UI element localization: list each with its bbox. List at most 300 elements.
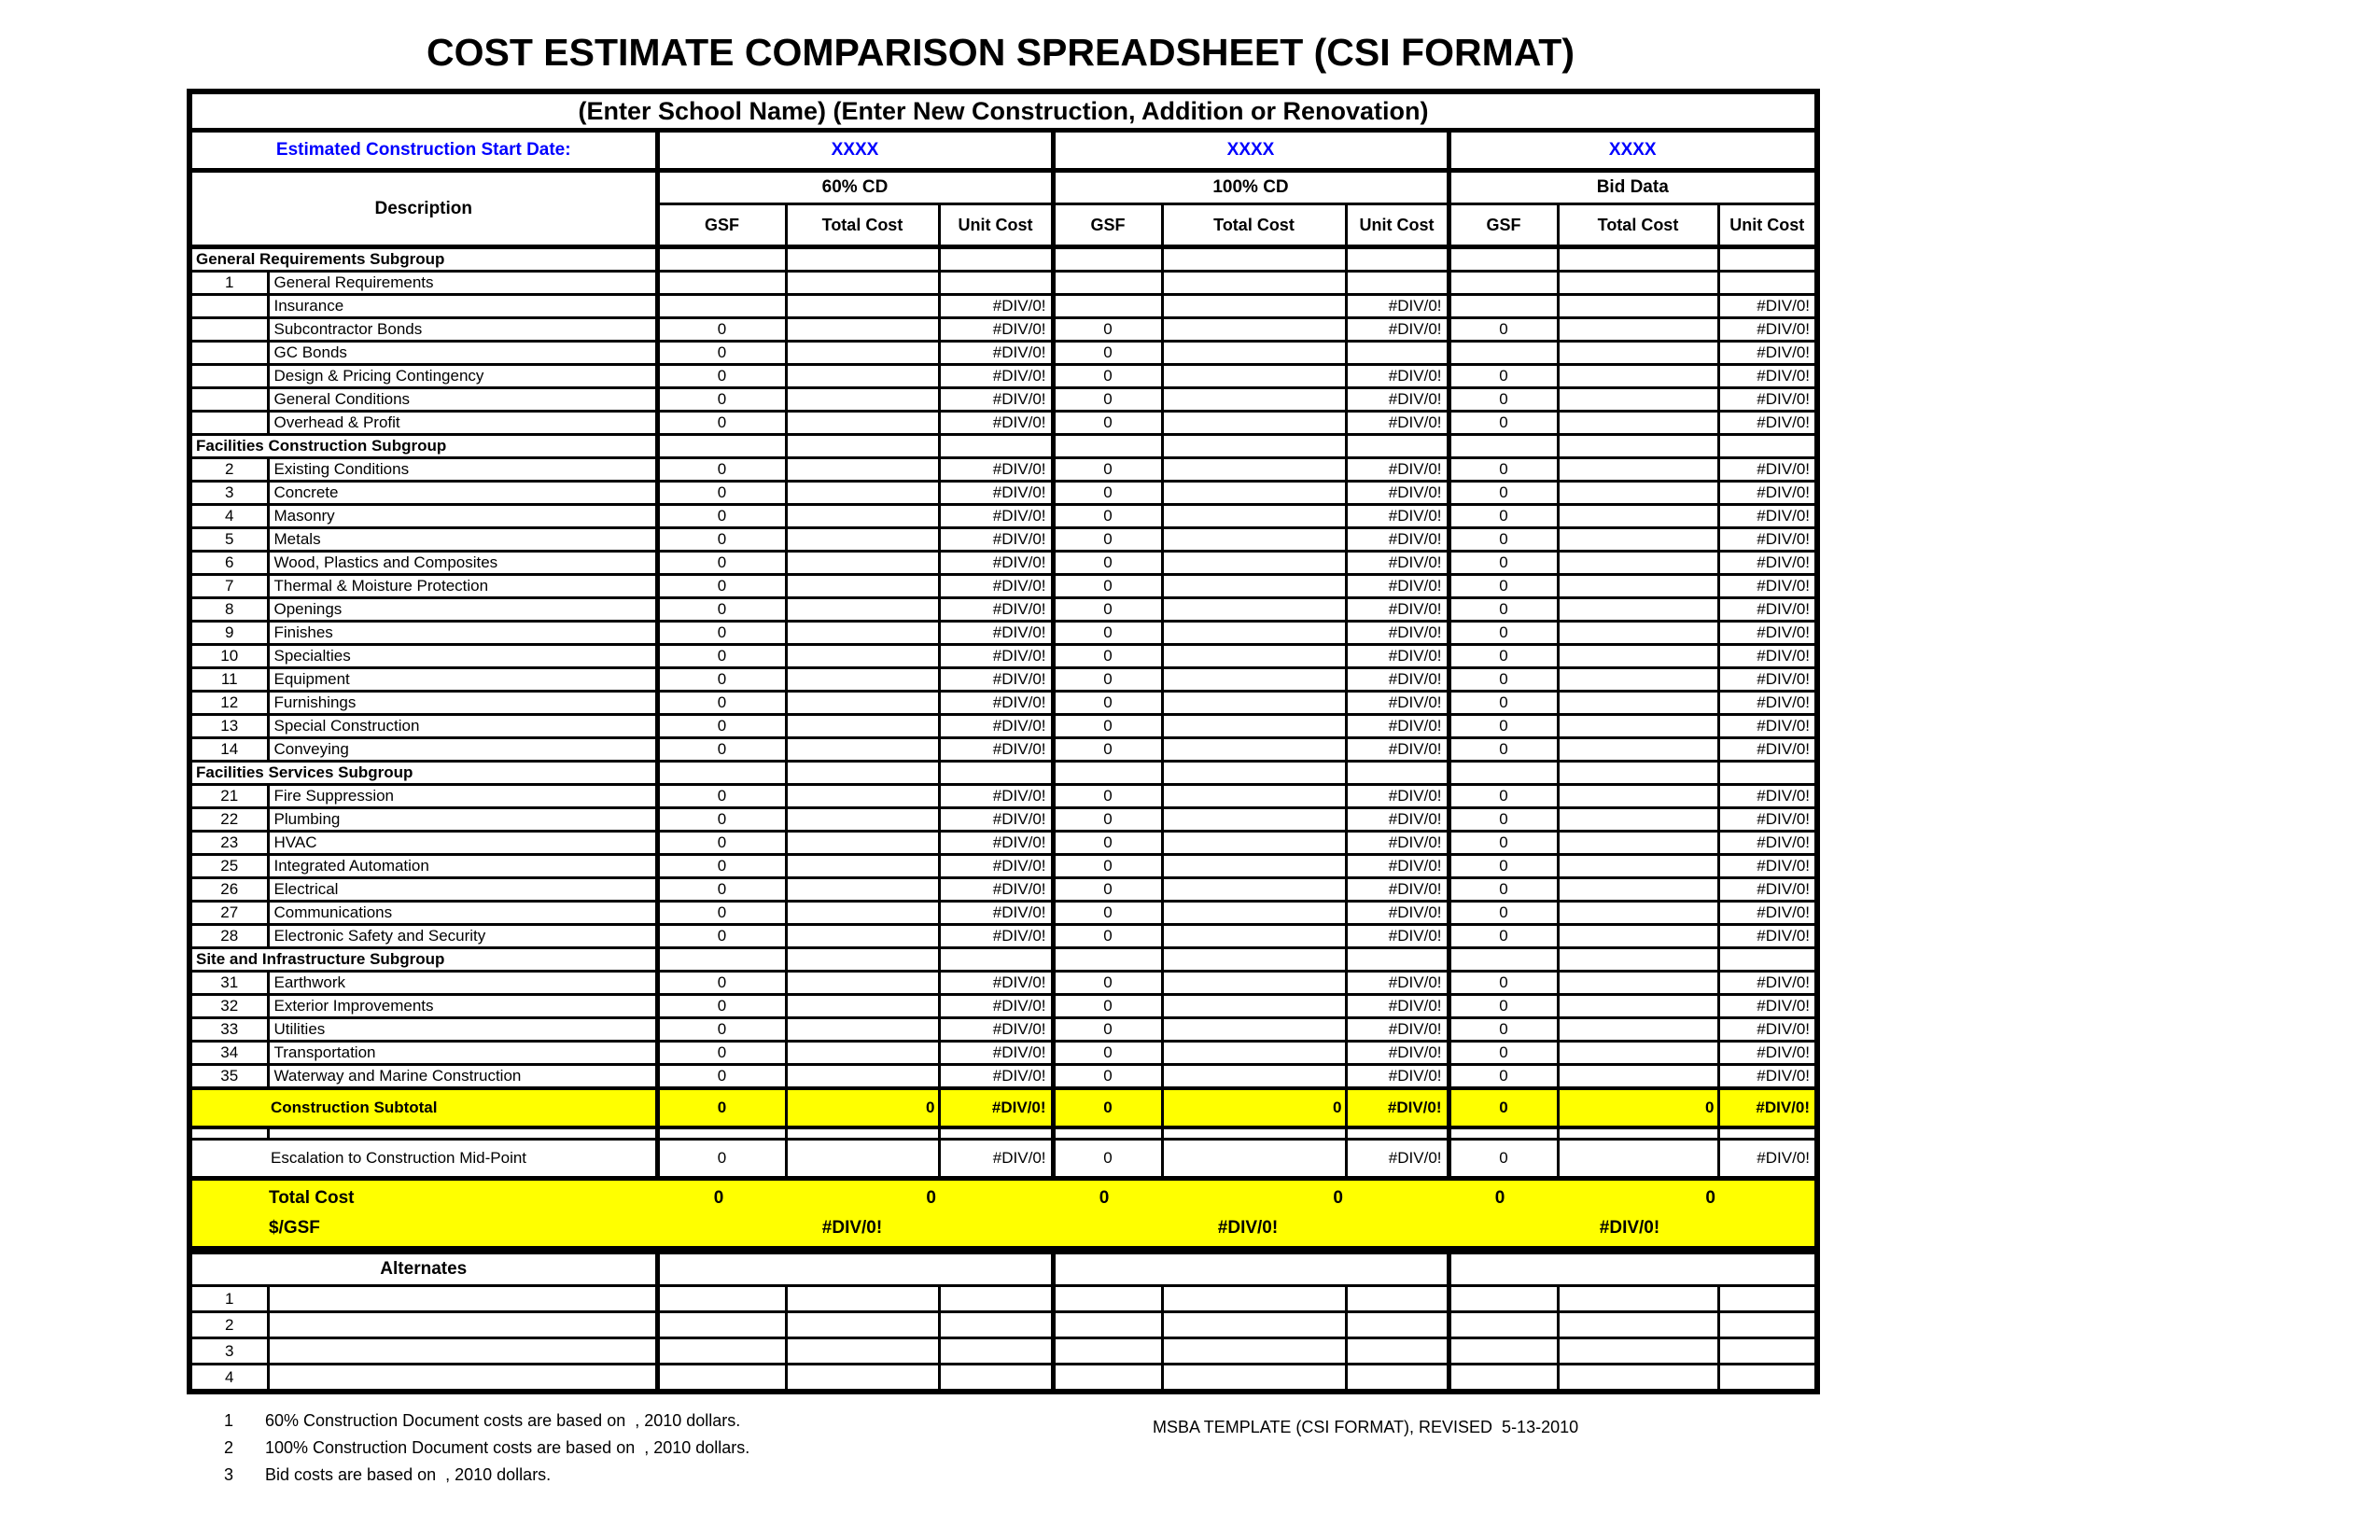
cell-unit-cost: #DIV/0! xyxy=(1346,1018,1449,1042)
cell-gsf xyxy=(1053,948,1162,972)
cell-gsf xyxy=(1053,1338,1162,1365)
cell-unit-cost: #DIV/0! xyxy=(1718,972,1817,995)
cell-total-cost xyxy=(1558,668,1718,692)
cell-unit-cost: #DIV/0! xyxy=(939,598,1053,622)
cell-total-cost xyxy=(786,1018,939,1042)
cell-gsf: 0 xyxy=(1449,388,1558,412)
cell-gsf xyxy=(657,1286,786,1312)
footnote xyxy=(213,1438,749,1465)
cell-gsf xyxy=(657,435,786,458)
cell-unit-cost: #DIV/0! xyxy=(1718,598,1817,622)
cell-total-cost xyxy=(786,342,939,365)
cell-unit-cost: #DIV/0! xyxy=(1346,598,1449,622)
cell-gsf: 0 xyxy=(1053,365,1162,388)
cell-total-cost xyxy=(1558,645,1718,668)
cell-total-cost xyxy=(1162,668,1346,692)
cell-gsf xyxy=(1449,342,1558,365)
row-description: Finishes xyxy=(268,622,657,645)
cell-gsf: 0 xyxy=(657,552,786,575)
cell-unit-cost: #DIV/0! xyxy=(1346,925,1449,948)
row-description: Communications xyxy=(268,902,657,925)
group-label-bid-data: Bid Data xyxy=(1449,171,1817,204)
cell-unit-cost: #DIV/0! xyxy=(939,1140,1053,1179)
cell-gsf: 0 xyxy=(1449,598,1558,622)
row-number xyxy=(189,412,268,435)
cell-total-cost xyxy=(1162,598,1346,622)
cell-unit-cost xyxy=(939,1312,1053,1338)
cell-total-cost xyxy=(786,1312,939,1338)
cell-total-cost xyxy=(786,388,939,412)
item-row xyxy=(189,598,1817,622)
footnote-number: 2 xyxy=(223,1438,233,1457)
cell-unit-cost xyxy=(1718,1286,1817,1312)
cell-unit-cost: #DIV/0! xyxy=(1346,995,1449,1018)
colhdr-gsf: GSF xyxy=(1449,204,1558,247)
cell-total-cost xyxy=(1162,552,1346,575)
cell-total-cost xyxy=(1162,528,1346,552)
cell-total-cost xyxy=(1558,1042,1718,1065)
cell-unit-cost xyxy=(1718,1338,1817,1365)
cell-total-cost xyxy=(1558,318,1718,342)
cell-total-cost xyxy=(786,808,939,832)
cell-gsf: 0 xyxy=(657,668,786,692)
cell-gsf: 0 xyxy=(657,622,786,645)
row-description: Thermal & Moisture Protection xyxy=(268,575,657,598)
row-number: 23 xyxy=(189,832,268,855)
cell-unit-cost xyxy=(1346,247,1449,272)
row-number: 28 xyxy=(189,925,268,948)
cell-total-cost xyxy=(1162,855,1346,878)
cell-total-cost xyxy=(1162,1286,1346,1312)
cell-gsf: 0 xyxy=(657,1018,786,1042)
cell-unit-cost xyxy=(1346,435,1449,458)
row-number: 1 xyxy=(189,272,268,295)
cell-total-cost xyxy=(786,832,939,855)
cell-unit-cost: #DIV/0! xyxy=(939,878,1053,902)
cell-total-cost xyxy=(786,692,939,715)
row-number: 6 xyxy=(189,552,268,575)
cell-gsf: 0 xyxy=(1449,878,1558,902)
cell-total-cost xyxy=(1162,365,1346,388)
cell-unit-cost xyxy=(1718,1312,1817,1338)
cell-total-cost xyxy=(786,972,939,995)
cell-total-cost xyxy=(786,668,939,692)
row-description: HVAC xyxy=(268,832,657,855)
cell-total-cost xyxy=(1162,482,1346,505)
cell-total-cost xyxy=(786,925,939,948)
item-row xyxy=(189,902,1817,925)
cell-gsf: 0 xyxy=(1053,1140,1162,1179)
cell-unit-cost xyxy=(1346,1312,1449,1338)
item-row xyxy=(189,318,1817,342)
item-row xyxy=(189,715,1817,738)
item-row xyxy=(189,412,1817,435)
row-description: Existing Conditions xyxy=(268,458,657,482)
cell-unit-cost xyxy=(1346,1338,1449,1365)
cell-gsf xyxy=(1449,435,1558,458)
cell-unit-cost: #DIV/0! xyxy=(939,575,1053,598)
cell-total-cost xyxy=(786,575,939,598)
cell-unit-cost: #DIV/0! xyxy=(1718,1140,1817,1179)
cell-total-cost xyxy=(786,295,939,318)
gsf-rate-label: $/GSF xyxy=(269,1218,320,1238)
spacer-cell xyxy=(1162,1127,1346,1140)
cell-gsf: 0 xyxy=(1053,878,1162,902)
cell-gsf xyxy=(657,1365,786,1393)
cell-gsf: 0 xyxy=(1053,388,1162,412)
cell-total-cost xyxy=(1162,295,1346,318)
spacer-row xyxy=(189,1127,1817,1140)
footnote-text: 100% Construction Document costs are based on , 2010 dollars. xyxy=(265,1438,750,1457)
cell-total-cost xyxy=(786,365,939,388)
alternates-group-cell-100cd xyxy=(1053,1252,1449,1286)
cell-gsf: 0 xyxy=(657,598,786,622)
cell-total-cost xyxy=(1162,318,1346,342)
cell-gsf xyxy=(1449,1286,1558,1312)
cell-unit-cost xyxy=(1346,1286,1449,1312)
item-row xyxy=(189,925,1817,948)
subgroup-header: Facilities Services Subgroup xyxy=(189,762,657,785)
row-number: 27 xyxy=(189,902,268,925)
footnote xyxy=(213,1465,749,1492)
cell-unit-cost: #DIV/0! xyxy=(939,622,1053,645)
cell-total-cost xyxy=(1558,995,1718,1018)
cell-total-cost xyxy=(1162,925,1346,948)
item-row xyxy=(189,505,1817,528)
row-number: 33 xyxy=(189,1018,268,1042)
cell-unit-cost: #DIV/0! xyxy=(939,528,1053,552)
cell-total-cost xyxy=(1558,552,1718,575)
cell-unit-cost: #DIV/0! xyxy=(939,645,1053,668)
cell-total-cost: 0 xyxy=(1162,1088,1346,1127)
cell-total-cost xyxy=(1162,808,1346,832)
total-gsf-value: 0 xyxy=(713,1188,724,1208)
cell-unit-cost: #DIV/0! xyxy=(939,855,1053,878)
cell-gsf: 0 xyxy=(657,1042,786,1065)
group-header-row xyxy=(189,171,1817,204)
cell-unit-cost: #DIV/0! xyxy=(939,295,1053,318)
cell-total-cost xyxy=(1558,1140,1718,1179)
cell-gsf: 0 xyxy=(1449,505,1558,528)
row-description xyxy=(268,1286,657,1312)
cell-gsf: 0 xyxy=(1449,832,1558,855)
cell-total-cost xyxy=(1162,878,1346,902)
total-block-row xyxy=(189,1179,1817,1250)
cell-gsf: 0 xyxy=(1053,902,1162,925)
cell-unit-cost: #DIV/0! xyxy=(939,482,1053,505)
cell-gsf xyxy=(1449,1365,1558,1393)
cell-unit-cost: #DIV/0! xyxy=(1718,318,1817,342)
cell-unit-cost: #DIV/0! xyxy=(1346,832,1449,855)
cell-gsf: 0 xyxy=(657,342,786,365)
cell-gsf: 0 xyxy=(1053,972,1162,995)
row-description: Specialties xyxy=(268,645,657,668)
cell-unit-cost: #DIV/0! xyxy=(1718,482,1817,505)
gsf-rate-value: #DIV/0! xyxy=(1217,1218,1279,1238)
cell-total-cost xyxy=(786,878,939,902)
cell-unit-cost: #DIV/0! xyxy=(1718,902,1817,925)
cell-total-cost xyxy=(1558,272,1718,295)
cell-gsf xyxy=(657,762,786,785)
cell-unit-cost: #DIV/0! xyxy=(1718,388,1817,412)
item-row xyxy=(189,365,1817,388)
cell-gsf xyxy=(1449,295,1558,318)
cell-gsf xyxy=(1449,948,1558,972)
cell-total-cost xyxy=(786,762,939,785)
item-row xyxy=(189,482,1817,505)
cell-total-cost xyxy=(1558,1065,1718,1089)
row-description: Furnishings xyxy=(268,692,657,715)
cell-total-cost: 0 xyxy=(1558,1088,1718,1127)
cell-unit-cost: #DIV/0! xyxy=(1346,575,1449,598)
cell-total-cost xyxy=(786,1140,939,1179)
cell-unit-cost: #DIV/0! xyxy=(1346,528,1449,552)
item-row xyxy=(189,878,1817,902)
cell-gsf xyxy=(1053,1365,1162,1393)
cell-total-cost xyxy=(1558,855,1718,878)
cell-gsf: 0 xyxy=(1053,668,1162,692)
cell-gsf: 0 xyxy=(1449,692,1558,715)
cell-total-cost xyxy=(1558,622,1718,645)
cell-total-cost xyxy=(786,482,939,505)
row-number: 32 xyxy=(189,995,268,1018)
row-description: General Requirements xyxy=(268,272,657,295)
cell-unit-cost xyxy=(1346,948,1449,972)
cell-gsf xyxy=(1449,1338,1558,1365)
cell-unit-cost: #DIV/0! xyxy=(1346,412,1449,435)
cell-unit-cost xyxy=(1346,762,1449,785)
total-gsf-value: 0 xyxy=(1494,1188,1505,1208)
alternate-row xyxy=(189,1365,1817,1393)
cell-unit-cost: #DIV/0! xyxy=(1718,925,1817,948)
cell-total-cost xyxy=(1558,925,1718,948)
cell-unit-cost: #DIV/0! xyxy=(1718,668,1817,692)
cell-unit-cost: #DIV/0! xyxy=(1718,575,1817,598)
row-number: 26 xyxy=(189,878,268,902)
cell-unit-cost: #DIV/0! xyxy=(1718,342,1817,365)
cell-total-cost xyxy=(1162,575,1346,598)
row-description xyxy=(268,1312,657,1338)
cell-gsf: 0 xyxy=(1449,808,1558,832)
cell-gsf xyxy=(1053,272,1162,295)
start-date-value-bid: XXXX xyxy=(1449,131,1817,171)
cell-gsf xyxy=(1053,1312,1162,1338)
cell-unit-cost xyxy=(939,247,1053,272)
cell-gsf: 0 xyxy=(1449,1042,1558,1065)
cell-gsf: 0 xyxy=(1053,622,1162,645)
row-number: 25 xyxy=(189,855,268,878)
cell-total-cost xyxy=(1162,902,1346,925)
cell-total-cost xyxy=(786,645,939,668)
cell-total-cost xyxy=(1558,972,1718,995)
cell-gsf: 0 xyxy=(1449,925,1558,948)
cell-unit-cost: #DIV/0! xyxy=(939,505,1053,528)
item-row xyxy=(189,1065,1817,1089)
escalation-row xyxy=(189,1140,1817,1179)
cell-unit-cost: #DIV/0! xyxy=(1718,715,1817,738)
cell-unit-cost: #DIV/0! xyxy=(939,925,1053,948)
item-row xyxy=(189,855,1817,878)
cell-unit-cost: #DIV/0! xyxy=(939,412,1053,435)
cell-total-cost xyxy=(1558,808,1718,832)
row-description: Design & Pricing Contingency xyxy=(268,365,657,388)
item-row xyxy=(189,668,1817,692)
cell-total-cost xyxy=(1558,692,1718,715)
cell-gsf: 0 xyxy=(657,692,786,715)
cell-unit-cost: #DIV/0! xyxy=(1346,808,1449,832)
row-description: Conveying xyxy=(268,738,657,762)
row-number: 3 xyxy=(189,482,268,505)
row-number: 3 xyxy=(189,1338,268,1365)
row-number: 34 xyxy=(189,1042,268,1065)
total-cost-value: 0 xyxy=(1333,1188,1343,1208)
cell-total-cost xyxy=(1558,247,1718,272)
cell-gsf: 0 xyxy=(657,528,786,552)
cell-unit-cost: #DIV/0! xyxy=(1346,738,1449,762)
row-number: 31 xyxy=(189,972,268,995)
alternates-group-cell-60cd xyxy=(657,1252,1053,1286)
cell-unit-cost: #DIV/0! xyxy=(1346,365,1449,388)
cell-gsf: 0 xyxy=(657,318,786,342)
cell-gsf: 0 xyxy=(1053,785,1162,808)
cell-total-cost xyxy=(1558,1338,1718,1365)
spacer-cell xyxy=(939,1127,1053,1140)
cell-gsf: 0 xyxy=(1053,738,1162,762)
cell-unit-cost: #DIV/0! xyxy=(1346,645,1449,668)
cell-gsf xyxy=(1449,272,1558,295)
cell-gsf: 0 xyxy=(657,458,786,482)
colhdr-unit-cost: Unit Cost xyxy=(939,204,1053,247)
alternates-table xyxy=(187,1249,1820,1394)
item-row xyxy=(189,388,1817,412)
cell-total-cost xyxy=(1558,878,1718,902)
row-number: 22 xyxy=(189,808,268,832)
cell-unit-cost: #DIV/0! xyxy=(1718,528,1817,552)
cell-total-cost xyxy=(786,318,939,342)
spacer-cell xyxy=(657,1127,786,1140)
cell-unit-cost: #DIV/0! xyxy=(1346,482,1449,505)
cell-gsf: 0 xyxy=(657,388,786,412)
cell-gsf: 0 xyxy=(1053,552,1162,575)
cell-unit-cost: #DIV/0! xyxy=(1718,365,1817,388)
cell-gsf: 0 xyxy=(657,575,786,598)
cell-unit-cost: #DIV/0! xyxy=(939,458,1053,482)
alternates-header-row xyxy=(189,1252,1817,1286)
row-label: Escalation to Construction Mid-Point xyxy=(189,1140,657,1179)
total-gsf-value: 0 xyxy=(1099,1188,1110,1208)
cell-gsf: 0 xyxy=(657,902,786,925)
colhdr-gsf: GSF xyxy=(1053,204,1162,247)
cell-unit-cost: #DIV/0! xyxy=(1346,668,1449,692)
row-number xyxy=(189,318,268,342)
item-row xyxy=(189,528,1817,552)
cell-gsf: 0 xyxy=(657,995,786,1018)
cell-gsf: 0 xyxy=(657,482,786,505)
item-row xyxy=(189,295,1817,318)
cell-total-cost xyxy=(786,948,939,972)
cell-unit-cost: #DIV/0! xyxy=(1718,1018,1817,1042)
cell-gsf xyxy=(1053,1286,1162,1312)
cell-unit-cost: #DIV/0! xyxy=(939,692,1053,715)
row-description: Equipment xyxy=(268,668,657,692)
total-cost-label: Total Cost xyxy=(269,1188,355,1208)
cell-gsf: 0 xyxy=(1449,575,1558,598)
subgroup-header: Site and Infrastructure Subgroup xyxy=(189,948,657,972)
item-row xyxy=(189,808,1817,832)
cell-total-cost xyxy=(1558,435,1718,458)
cell-unit-cost: #DIV/0! xyxy=(939,808,1053,832)
row-number xyxy=(189,365,268,388)
footnote-text: Bid costs are based on , 2010 dollars. xyxy=(265,1465,552,1484)
subgroup-row xyxy=(189,247,1817,272)
subgroup-row xyxy=(189,762,1817,785)
cell-unit-cost: #DIV/0! xyxy=(1718,622,1817,645)
cell-gsf: 0 xyxy=(1449,1088,1558,1127)
cell-total-cost xyxy=(1558,1286,1718,1312)
subgroup-row xyxy=(189,435,1817,458)
cell-total-cost xyxy=(1162,995,1346,1018)
cell-unit-cost: #DIV/0! xyxy=(1718,878,1817,902)
cell-gsf xyxy=(1053,247,1162,272)
cell-total-cost xyxy=(1558,482,1718,505)
subtitle-row xyxy=(189,91,1817,131)
cell-total-cost xyxy=(1162,458,1346,482)
alternates-title: Alternates xyxy=(189,1252,657,1286)
cell-gsf: 0 xyxy=(1449,902,1558,925)
cell-unit-cost: #DIV/0! xyxy=(1346,388,1449,412)
cell-unit-cost: #DIV/0! xyxy=(939,365,1053,388)
cell-unit-cost: #DIV/0! xyxy=(939,552,1053,575)
row-number: 11 xyxy=(189,668,268,692)
cell-unit-cost: #DIV/0! xyxy=(939,902,1053,925)
row-number: 4 xyxy=(189,505,268,528)
cell-unit-cost: #DIV/0! xyxy=(1346,785,1449,808)
cell-gsf: 0 xyxy=(1449,528,1558,552)
cell-gsf: 0 xyxy=(657,972,786,995)
cell-total-cost xyxy=(1162,412,1346,435)
cell-unit-cost: #DIV/0! xyxy=(1346,458,1449,482)
cell-total-cost xyxy=(1558,575,1718,598)
footnote-number: 1 xyxy=(223,1411,233,1430)
cell-gsf: 0 xyxy=(1053,692,1162,715)
alternates-group-cell-bid xyxy=(1449,1252,1817,1286)
cell-unit-cost: #DIV/0! xyxy=(939,785,1053,808)
cell-gsf xyxy=(1053,295,1162,318)
cell-gsf: 0 xyxy=(1053,528,1162,552)
cell-total-cost xyxy=(786,1065,939,1089)
row-number: 8 xyxy=(189,598,268,622)
cell-gsf: 0 xyxy=(1449,412,1558,435)
row-number: 10 xyxy=(189,645,268,668)
spacer-cell xyxy=(189,1127,268,1140)
subgroup-row xyxy=(189,948,1817,972)
cell-unit-cost: #DIV/0! xyxy=(939,738,1053,762)
spacer-cell xyxy=(1449,1127,1558,1140)
row-number xyxy=(189,295,268,318)
cell-total-cost xyxy=(786,247,939,272)
subgroup-header: Facilities Construction Subgroup xyxy=(189,435,657,458)
cell-gsf xyxy=(1449,1312,1558,1338)
cell-unit-cost: #DIV/0! xyxy=(1346,552,1449,575)
cell-gsf: 0 xyxy=(657,808,786,832)
colhdr-total-cost: Total Cost xyxy=(1558,204,1718,247)
gsf-rate-value: #DIV/0! xyxy=(1599,1218,1660,1238)
cell-unit-cost xyxy=(939,1365,1053,1393)
row-description: Electronic Safety and Security xyxy=(268,925,657,948)
cell-total-cost xyxy=(1162,622,1346,645)
row-number: 21 xyxy=(189,785,268,808)
cell-total-cost xyxy=(1162,738,1346,762)
